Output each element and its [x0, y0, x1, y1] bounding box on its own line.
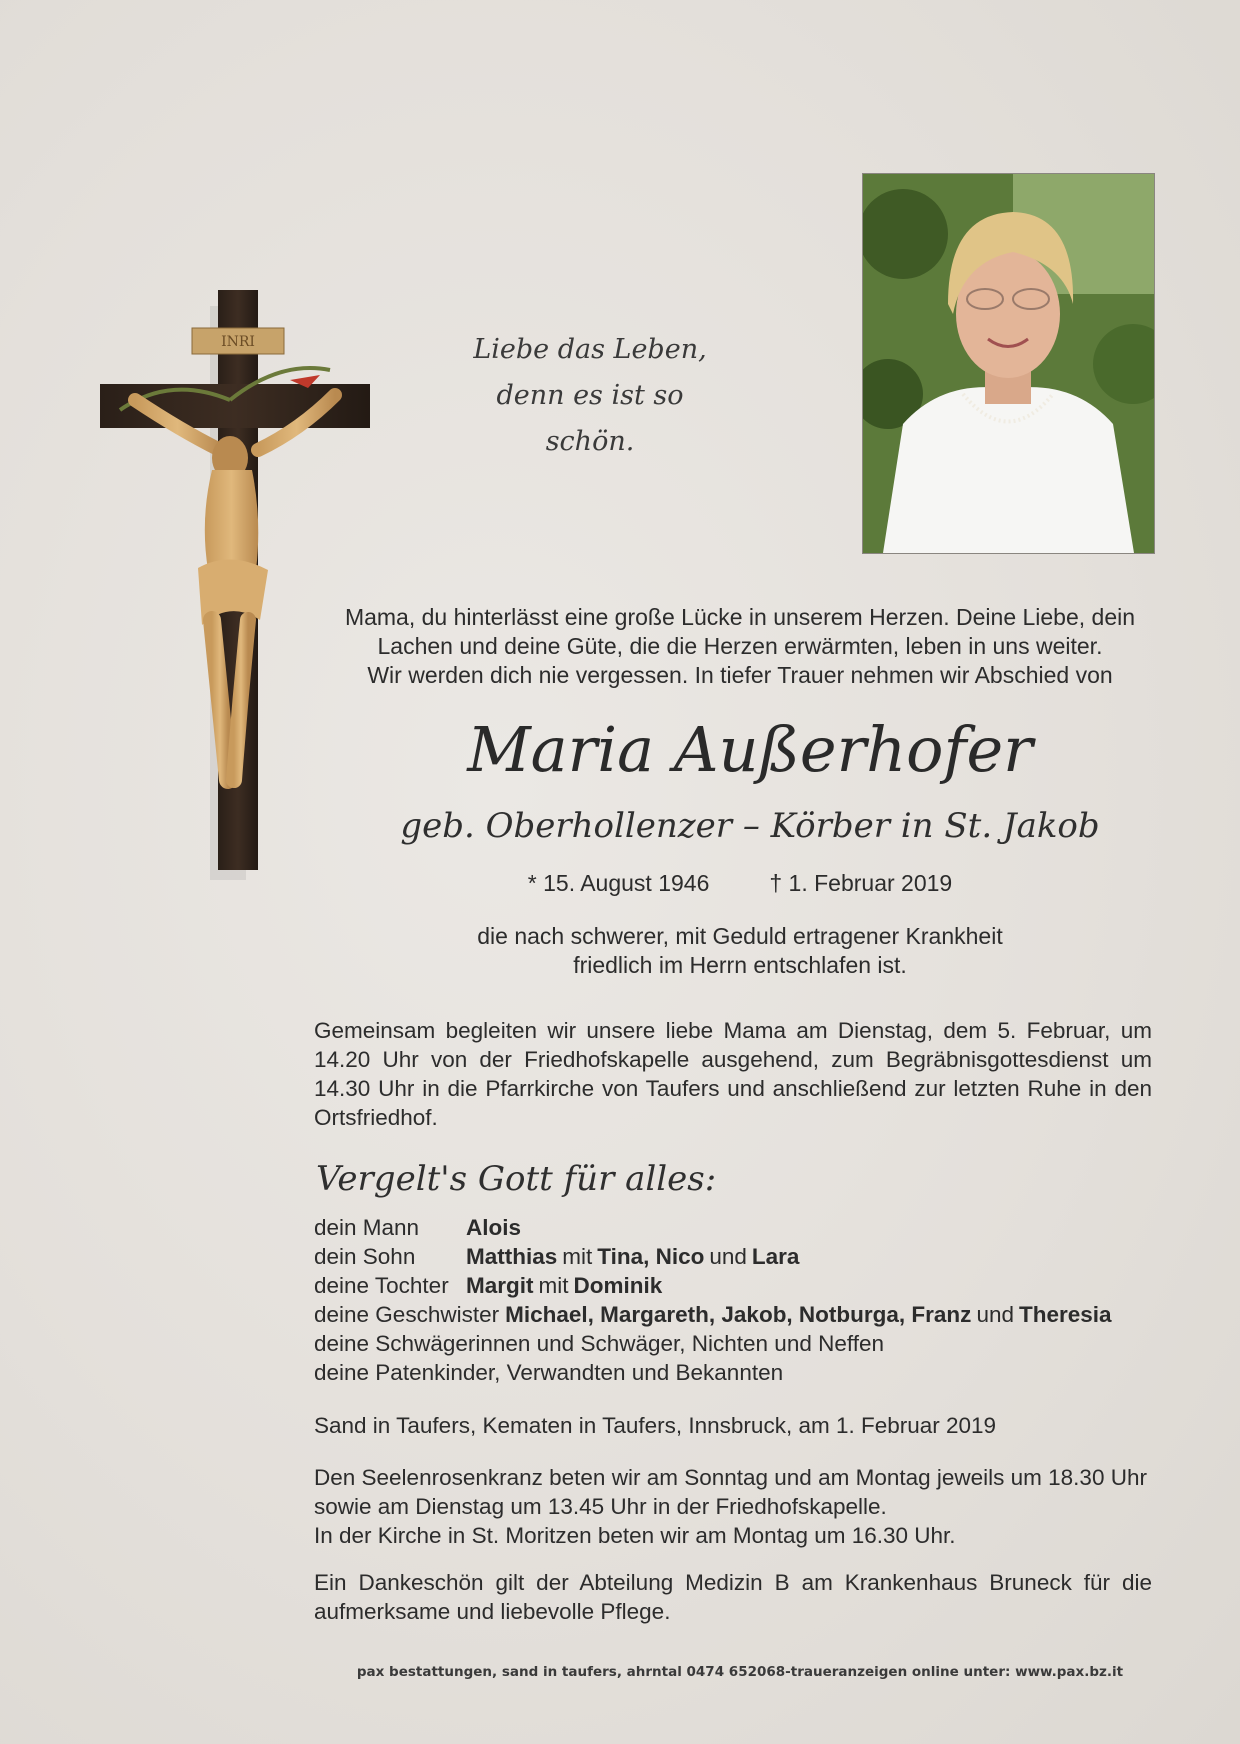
relation-text: deine Patenkinder, Verwandten und Bekannten — [314, 1360, 784, 1385]
mourner-name: Michael, Margareth, Jakob, Notburga, Franz — [505, 1302, 972, 1327]
mourner-name: Alois — [466, 1215, 522, 1240]
crucifix-image — [80, 280, 380, 880]
illness-text — [290, 922, 1190, 980]
relation-label: dein Sohn — [314, 1244, 416, 1269]
relation-label: deine Tochter — [314, 1273, 449, 1298]
deceased-name: Maria Außerhofer — [467, 713, 1033, 786]
connector-text: mit — [562, 1244, 593, 1269]
crucifix-sign-text: INRI — [221, 334, 255, 350]
mourner-name: Tina, Nico — [597, 1244, 705, 1269]
thanks-heading: Vergelt's Gott für alles: — [316, 1159, 717, 1199]
mourner-row-inlaws — [314, 1329, 1214, 1358]
connector-text: mit — [538, 1273, 569, 1298]
relation-label: dein Mann — [314, 1215, 420, 1240]
mourner-name: Theresia — [1018, 1302, 1112, 1327]
motto — [460, 327, 720, 465]
place-date: Sand in Taufers, Kematen in Taufers, Innsbruck, am 1. Februar 2019 — [314, 1413, 997, 1438]
mourner-row-son — [314, 1242, 1214, 1271]
illness-line-2: friedlich im Herrn entschlafen ist. — [573, 952, 907, 978]
relation-text: deine Schwägerinnen und Schwäger, Nichten und Neffen — [314, 1331, 884, 1356]
motto-line-2: denn es ist so schön. — [496, 380, 684, 457]
mourner-name: Lara — [751, 1244, 800, 1269]
rosary-line-2: sowie am Dienstag um 13.45 Uhr in der Friedhofskapelle. — [314, 1494, 887, 1519]
rosary-line-3: In der Kirche in St. Moritzen beten wir am Montag um 16.30 Uhr. — [314, 1523, 956, 1548]
mourner-row-siblings — [314, 1300, 1214, 1329]
funeral-paragraph: Gemeinsam begleiten wir unsere liebe Mama am Dienstag, dem 5. Februar, um 14.20 Uhr von der Friedhofskapelle ausgehend, zum Begräbnisgottesdienst um 14.30 Uhr in die Pfarrkirche von Taufers und anschließend zur letzten Ruhe in den Ortsfriedhof. — [314, 1018, 1152, 1130]
footer-text: pax bestattungen, sand in taufers, ahrntal 0474 652068-traueranzeigen online unter: www.pax.bz.it — [356, 1664, 1124, 1680]
mourner-name: Margit — [466, 1273, 534, 1298]
mourner-row-daughter — [314, 1271, 1214, 1300]
intro-line-1: Mama, du hinterlässt eine große Lücke in unserem Herzen. Deine Liebe, dein — [344, 604, 1136, 630]
intro-line-3: Wir werden dich nie vergessen. In tiefer Trauer nehmen wir Abschied von — [367, 662, 1113, 688]
gratitude-paragraph: Ein Dankeschön gilt der Abteilung Medizin B am Krankenhaus Bruneck für die aufmerksame und liebevolle Pflege. — [314, 1570, 1152, 1624]
rosary-text — [314, 1463, 1214, 1550]
deceased-maiden-name: geb. Oberhollenzer – Körber in St. Jakob — [400, 806, 1100, 846]
death-date: † 1. Februar 2019 — [769, 870, 953, 896]
birth-date: * 15. August 1946 — [527, 870, 710, 896]
intro-text — [290, 603, 1190, 690]
life-dates — [290, 868, 1190, 898]
connector-text: und — [709, 1244, 747, 1269]
rosary-line-1: Den Seelenrosenkranz beten wir am Sonntag und am Montag jeweils um 18.30 Uhr — [314, 1465, 1147, 1490]
mourner-name: Dominik — [573, 1273, 663, 1298]
mourner-row-others — [314, 1358, 1214, 1387]
portrait-photo — [862, 173, 1155, 554]
motto-line-1: Liebe das Leben, — [473, 334, 707, 365]
mourners-list — [314, 1213, 1214, 1387]
mourner-row-husband — [314, 1213, 1214, 1242]
connector-text: und — [976, 1302, 1014, 1327]
relation-label: deine Geschwister — [314, 1302, 500, 1327]
mourner-name: Matthias — [466, 1244, 558, 1269]
illness-line-1: die nach schwerer, mit Geduld ertragener Krankheit — [477, 923, 1003, 949]
intro-line-2: Lachen und deine Güte, die die Herzen erwärmten, leben in uns weiter. — [377, 633, 1103, 659]
